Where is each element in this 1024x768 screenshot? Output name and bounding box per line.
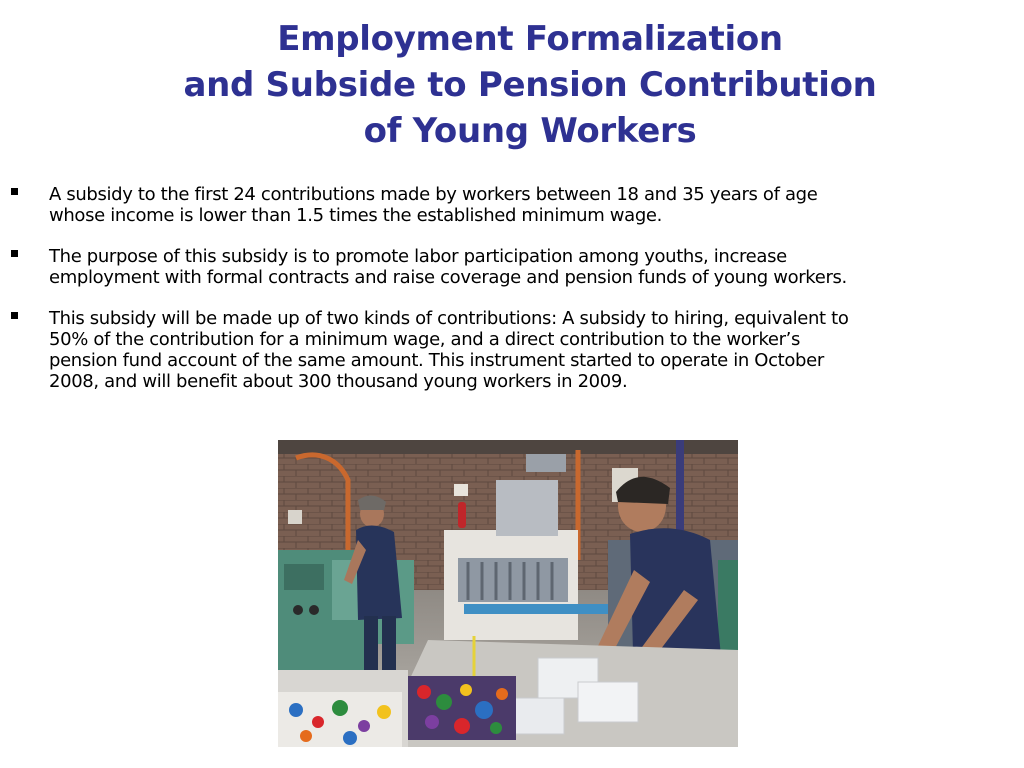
bullet-line: whose income is lower than 1.5 times the established minimum wage. [49, 205, 662, 226]
bullet-line: 2008, and will benefit about 300 thousand young workers in 2009. [49, 371, 628, 392]
bullet-line: A subsidy to the first 24 contributions made by workers between 18 and 35 years of age [49, 184, 818, 205]
bullet-item-eligibility [0, 184, 1024, 226]
square-bullet-icon [11, 188, 18, 195]
bullet-item-composition [0, 308, 1024, 392]
factory-scene-illustration [278, 440, 738, 747]
title-line-1: Employment Formalization [277, 19, 783, 59]
bullet-line: employment with formal contracts and raise coverage and pension funds of young workers. [49, 267, 847, 288]
bullet-text [49, 184, 984, 226]
square-bullet-icon [11, 250, 18, 257]
bullet-text [49, 246, 984, 288]
title-line-3: of Young Workers [363, 111, 697, 151]
bullet-text [49, 308, 984, 392]
bullet-line: This subsidy will be made up of two kinds of contributions: A subsidy to hiring, equivalent to [49, 308, 849, 329]
bullet-item-purpose [0, 246, 1024, 288]
bullet-line: 50% of the contribution for a minimum wage, and a direct contribution to the worker’s [49, 329, 801, 350]
bullet-line: The purpose of this subsidy is to promote labor participation among youths, increase [49, 246, 787, 267]
bullet-line: pension fund account of the same amount. This instrument started to operate in October [49, 350, 824, 371]
square-bullet-icon [11, 312, 18, 319]
slide-title [100, 16, 960, 154]
bullet-list [0, 184, 1024, 412]
title-line-2: and Subside to Pension Contribution [183, 65, 877, 105]
factory-workers-photo [278, 440, 738, 747]
